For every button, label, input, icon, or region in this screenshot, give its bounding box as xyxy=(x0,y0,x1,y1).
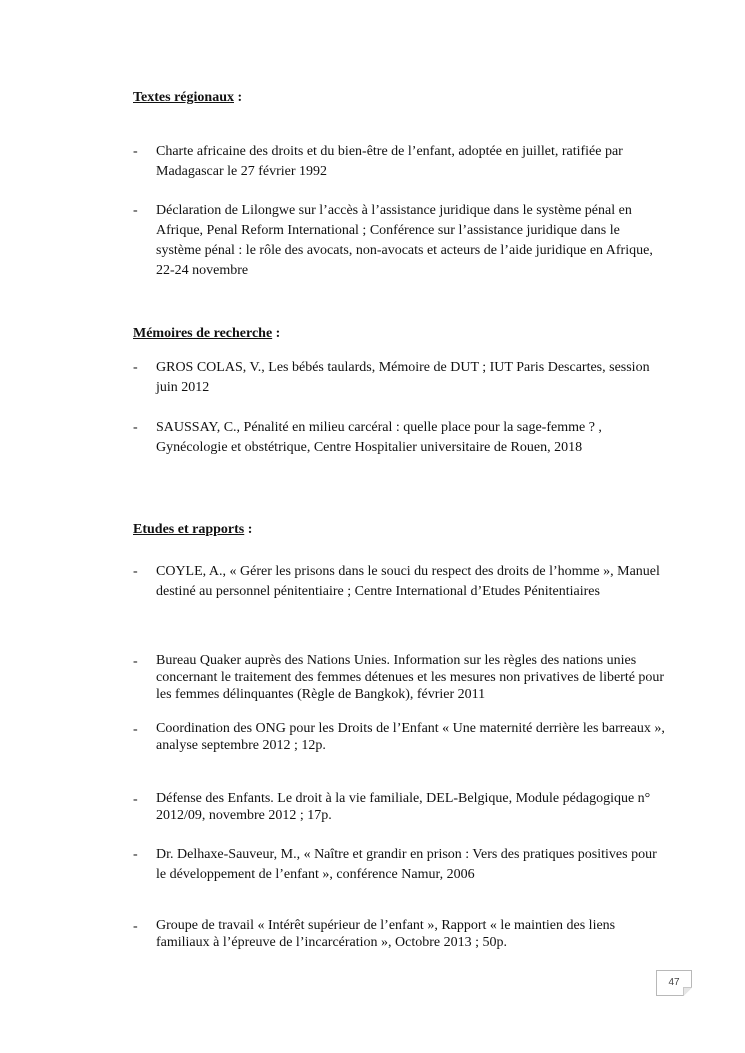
bullet-dash: - xyxy=(133,360,138,375)
heading-memoires-de-recherche xyxy=(133,325,280,343)
heading-textes-regionaux-colon: : xyxy=(233,90,243,105)
bullet-dash: - xyxy=(133,203,138,218)
list-item-text: COYLE, A., « Gérer les prisons dans le souci du respect des droits de l’homme », Manuel destiné au personnel pénitentiaire ; Centre International d’Etudes Pénitentiaires xyxy=(156,564,660,599)
heading-memoires-title: Mémoires de recherche xyxy=(133,326,273,341)
bullet-dash: - xyxy=(133,722,138,737)
bullet-dash: - xyxy=(133,919,138,934)
heading-memoires-colon: : xyxy=(272,326,281,341)
heading-etudes-colon: : xyxy=(244,522,253,537)
list-item-text: Bureau Quaker auprès des Nations Unies. Information sur les règles des nations unies concernant le traitement des femmes détenues et les mesures non privatives de liberté pour les femmes délinquantes (Règle de Bangkok), février 2011 xyxy=(156,653,665,702)
page-number: 47 xyxy=(668,977,680,988)
list-item-text: Coordination des ONG pour les Droits de l’Enfant « Une maternité derrière les barreaux », analyse septembre 2012 ; 12p. xyxy=(156,721,665,753)
bullet-dash: - xyxy=(133,654,138,669)
list-item-text: GROS COLAS, V., Les bébés taulards, Mémoire de DUT ; IUT Paris Descartes, session juin 2012 xyxy=(156,360,650,395)
bullet-dash: - xyxy=(133,564,138,579)
page-number-box xyxy=(656,970,692,996)
heading-etudes-title: Etudes et rapports xyxy=(133,522,245,537)
bullet-dash: - xyxy=(133,792,138,807)
bullet-dash: - xyxy=(133,144,138,159)
list-item-text: Défense des Enfants. Le droit à la vie familiale, DEL-Belgique, Module pédagogique n° 2012/09, novembre 2012 ; 17p. xyxy=(156,791,651,823)
heading-textes-regionaux xyxy=(133,89,242,107)
heading-textes-regionaux-title: Textes régionaux xyxy=(133,90,234,105)
bullet-dash: - xyxy=(133,847,138,862)
bullet-dash: - xyxy=(133,420,138,435)
list-item-text: SAUSSAY, C., Pénalité en milieu carcéral : quelle place pour la sage-femme ? , Gynécologie et obstétrique, Centre Hospitalier universitaire de Rouen, 2018 xyxy=(156,420,602,455)
list-item-text: Charte africaine des droits et du bien-être de l’enfant, adoptée en juillet, ratifiée par Madagascar le 27 février 1992 xyxy=(156,144,623,179)
list-item-text: Groupe de travail « Intérêt supérieur de l’enfant », Rapport « le maintien des liens familiaux à l’épreuve de l’incarcération », Octobre 2013 ; 50p. xyxy=(156,918,616,950)
heading-etudes-et-rapports xyxy=(133,521,252,539)
list-item-text: Dr. Delhaxe-Sauveur, M., « Naître et grandir en prison : Vers des pratiques positives pour le développement de l’enfant », conférence Namur, 2006 xyxy=(156,847,657,882)
list-item-text: Déclaration de Lilongwe sur l’accès à l’assistance juridique dans le système pénal en Afrique, Penal Reform International ; Conférence sur l’assistance juridique dans le système pénal : le rôle des avocats, non-avocats et acteurs de l’aide juridique en Afrique, 22-24 novembre xyxy=(156,203,653,278)
